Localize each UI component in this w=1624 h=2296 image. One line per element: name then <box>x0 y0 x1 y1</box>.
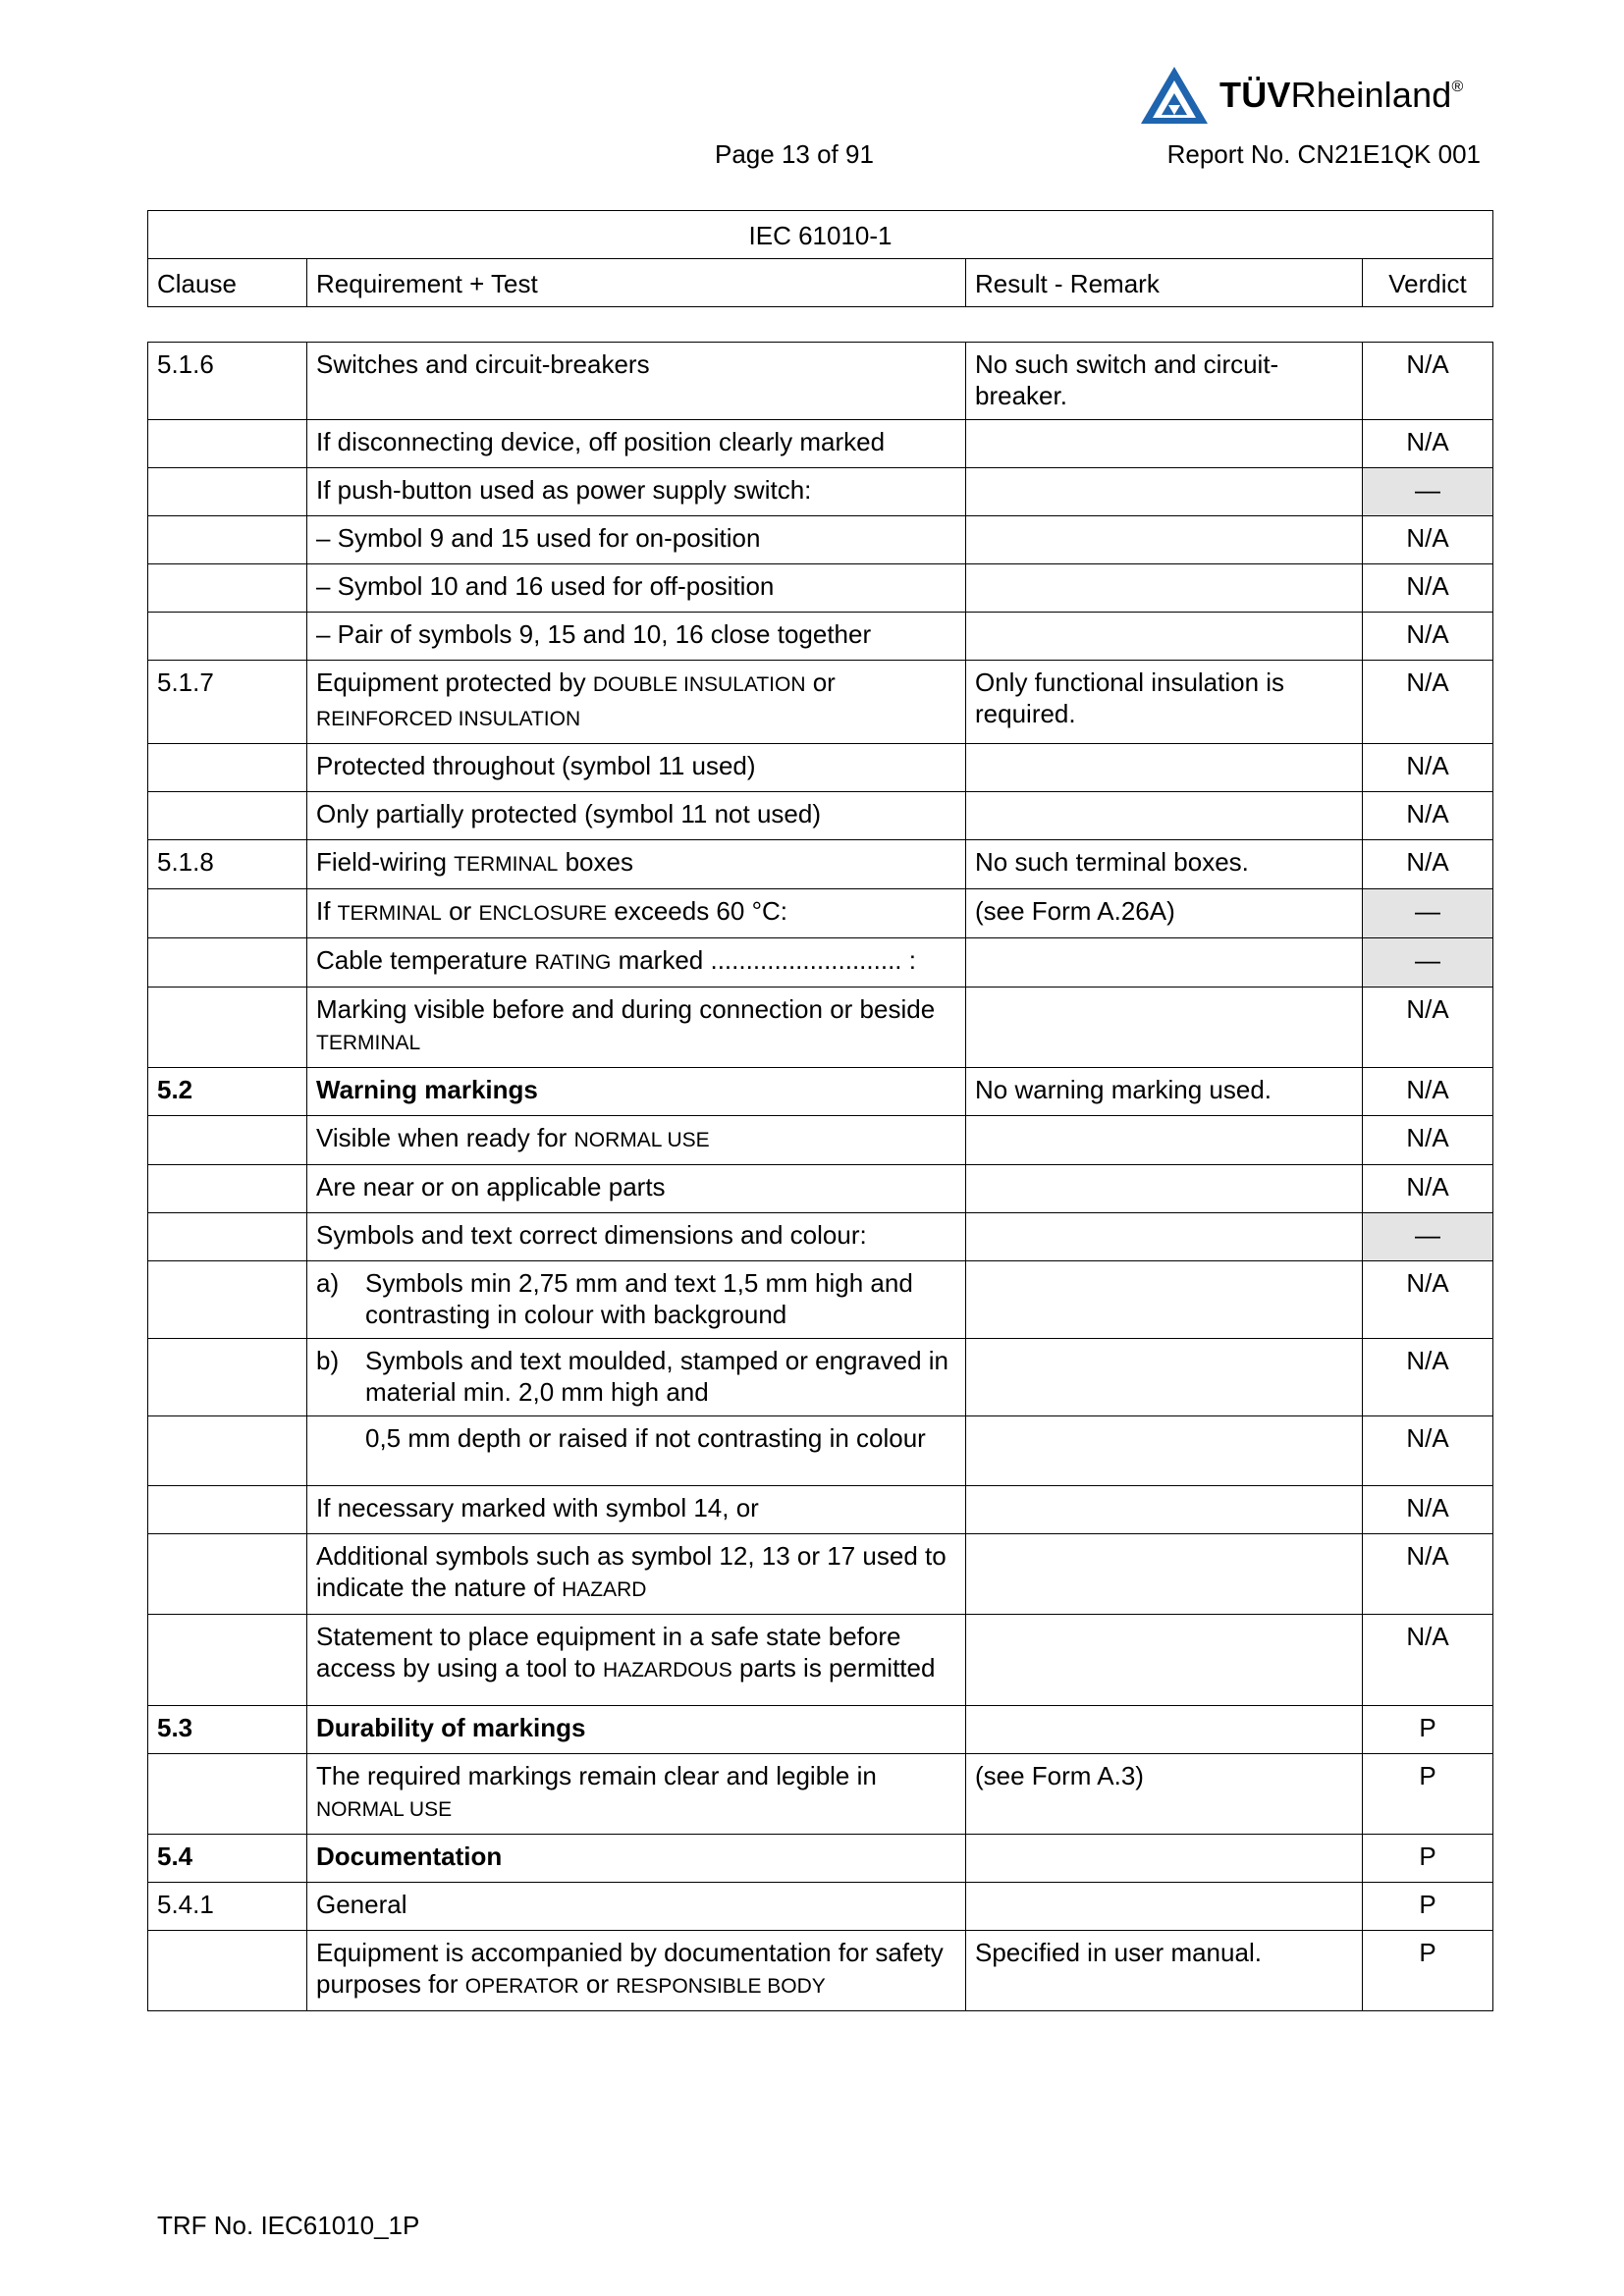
verdict-cell: N/A <box>1363 1534 1493 1615</box>
list-item-label: b) <box>316 1346 340 1375</box>
requirement-cell: Additional symbols such as symbol 12, 13 or 17 used to indicate the nature of HAZARD <box>307 1534 966 1615</box>
clause-cell: 5.4 <box>148 1835 307 1883</box>
list-item-text: Symbols min 2,75 mm and text 1,5 mm high and contrasting in colour with background <box>365 1268 913 1329</box>
page-number: Page 13 of 91 <box>715 139 874 169</box>
requirement-cell: The required markings remain clear and legible in NORMAL USE <box>307 1754 966 1835</box>
column-header-row <box>148 259 1493 307</box>
verdict-cell: N/A <box>1363 516 1493 564</box>
table-row <box>148 661 1493 744</box>
requirement-cell: If push-button used as power supply switch: <box>307 468 966 516</box>
verdict-cell: N/A <box>1363 1486 1493 1534</box>
requirement-cell: Equipment protected by DOUBLE INSULATION or REINFORCED INSULATION <box>307 661 966 744</box>
table-row <box>148 988 1493 1068</box>
remark-cell <box>966 1835 1363 1883</box>
verdict-cell: N/A <box>1363 1615 1493 1706</box>
remark-cell <box>966 1615 1363 1706</box>
table-row <box>148 343 1493 420</box>
table-row <box>148 1883 1493 1931</box>
remark-cell <box>966 744 1363 792</box>
tuv-triangle-logo-icon <box>1139 64 1210 127</box>
verdict-cell: — <box>1363 938 1493 988</box>
table-row <box>148 1615 1493 1706</box>
table-row <box>148 1339 1493 1416</box>
verdict-cell: N/A <box>1363 840 1493 889</box>
requirement-cell <box>307 1339 966 1416</box>
clause-cell <box>148 744 307 792</box>
remark-cell <box>966 1486 1363 1534</box>
requirement-cell: Switches and circuit-breakers <box>307 343 966 420</box>
clause-cell <box>148 1931 307 2011</box>
verdict-cell: P <box>1363 1835 1493 1883</box>
verdict-cell: P <box>1363 1883 1493 1931</box>
requirement-cell: If necessary marked with symbol 14, or <box>307 1486 966 1534</box>
requirement-cell: Cable temperature RATING marked ........................... : <box>307 938 966 988</box>
column-header-clause: Clause <box>148 259 307 307</box>
table-row <box>148 1416 1493 1486</box>
verdict-cell: N/A <box>1363 1165 1493 1213</box>
clause-cell <box>148 1165 307 1213</box>
verdict-cell: N/A <box>1363 343 1493 420</box>
verdict-cell: N/A <box>1363 988 1493 1068</box>
clause-table-body <box>148 343 1493 2011</box>
remark-cell <box>966 1883 1363 1931</box>
clause-cell <box>148 1261 307 1339</box>
clause-cell <box>148 1339 307 1416</box>
clause-cell <box>148 889 307 938</box>
requirement-cell: If TERMINAL or ENCLOSURE exceeds 60 °C: <box>307 889 966 938</box>
clause-cell <box>148 1416 307 1486</box>
requirement-cell: Marking visible before and during connection or beside TERMINAL <box>307 988 966 1068</box>
requirement-cell <box>307 1416 966 1486</box>
table-row <box>148 1931 1493 2011</box>
verdict-cell: P <box>1363 1754 1493 1835</box>
table-row <box>148 938 1493 988</box>
requirement-cell: Equipment is accompanied by documentation for safety purposes for OPERATOR or RESPONSIBLE BODY <box>307 1931 966 2011</box>
remark-cell <box>966 420 1363 468</box>
remark-cell <box>966 1261 1363 1339</box>
table-row <box>148 1706 1493 1754</box>
table-row <box>148 889 1493 938</box>
verdict-cell: N/A <box>1363 1339 1493 1416</box>
clause-cell <box>148 516 307 564</box>
remark-cell: Only functional insulation is required. <box>966 661 1363 744</box>
clause-cell: 5.1.8 <box>148 840 307 889</box>
remark-cell: No such terminal boxes. <box>966 840 1363 889</box>
requirement-cell: Documentation <box>307 1835 966 1883</box>
requirement-cell: Are near or on applicable parts <box>307 1165 966 1213</box>
remark-cell <box>966 1213 1363 1261</box>
remark-cell: No such switch and circuit-breaker. <box>966 343 1363 420</box>
remark-cell <box>966 988 1363 1068</box>
table-row <box>148 468 1493 516</box>
clause-cell <box>148 1116 307 1165</box>
verdict-cell: — <box>1363 1213 1493 1261</box>
verdict-cell: N/A <box>1363 564 1493 613</box>
table-row <box>148 1068 1493 1116</box>
requirement-cell: Visible when ready for NORMAL USE <box>307 1116 966 1165</box>
remark-cell <box>966 938 1363 988</box>
list-item-text: Symbols and text moulded, stamped or engraved in material min. 2,0 mm high and <box>365 1346 949 1407</box>
clause-cell <box>148 1754 307 1835</box>
trf-number: TRF No. IEC61010_1P <box>157 2211 420 2240</box>
standard-row <box>148 211 1493 259</box>
remark-cell <box>966 1165 1363 1213</box>
verdict-cell: — <box>1363 468 1493 516</box>
tuv-rheinland-logo <box>1139 61 1464 130</box>
clause-cell <box>148 792 307 840</box>
requirement-cell <box>307 1261 966 1339</box>
requirement-cell: If disconnecting device, off position clearly marked <box>307 420 966 468</box>
table-row <box>148 613 1493 661</box>
table-header <box>147 210 1493 307</box>
clause-cell: 5.1.7 <box>148 661 307 744</box>
requirement-continuation-text: 0,5 mm depth or raised if not contrasting in colour <box>365 1423 926 1453</box>
verdict-cell: N/A <box>1363 613 1493 661</box>
table-row <box>148 516 1493 564</box>
list-item <box>316 1267 956 1330</box>
table-row <box>148 1116 1493 1165</box>
clause-cell <box>148 938 307 988</box>
column-header-requirement: Requirement + Test <box>307 259 966 307</box>
table-row <box>148 840 1493 889</box>
clause-cell <box>148 468 307 516</box>
verdict-cell: P <box>1363 1931 1493 2011</box>
clause-cell: 5.3 <box>148 1706 307 1754</box>
table-row <box>148 1534 1493 1615</box>
requirement-cell: Symbols and text correct dimensions and colour: <box>307 1213 966 1261</box>
clause-cell <box>148 1213 307 1261</box>
verdict-cell: N/A <box>1363 744 1493 792</box>
remark-cell <box>966 468 1363 516</box>
remark-cell <box>966 1534 1363 1615</box>
remark-cell: (see Form A.26A) <box>966 889 1363 938</box>
verdict-cell: N/A <box>1363 1068 1493 1116</box>
registered-mark: ® <box>1451 79 1464 95</box>
remark-cell <box>966 516 1363 564</box>
clause-cell <box>148 420 307 468</box>
standard-title: IEC 61010-1 <box>148 211 1493 259</box>
requirement-cell: Protected throughout (symbol 11 used) <box>307 744 966 792</box>
brand-name-rest: Rheinland <box>1290 75 1452 115</box>
brand-name <box>1219 75 1464 116</box>
requirement-cell: Durability of markings <box>307 1706 966 1754</box>
table-row <box>148 564 1493 613</box>
clause-table <box>147 342 1493 2011</box>
verdict-cell: N/A <box>1363 1261 1493 1339</box>
table-row <box>148 420 1493 468</box>
table-row <box>148 1835 1493 1883</box>
remark-cell <box>966 564 1363 613</box>
remark-cell: (see Form A.3) <box>966 1754 1363 1835</box>
clause-cell: 5.4.1 <box>148 1883 307 1931</box>
brand-name-bold: TÜV <box>1219 75 1291 115</box>
clause-cell <box>148 1615 307 1706</box>
clause-cell <box>148 988 307 1068</box>
list-item <box>316 1345 956 1408</box>
table-row <box>148 1165 1493 1213</box>
table-row <box>148 1213 1493 1261</box>
requirement-cell: – Symbol 9 and 15 used for on-position <box>307 516 966 564</box>
verdict-cell: N/A <box>1363 420 1493 468</box>
verdict-cell: N/A <box>1363 661 1493 744</box>
verdict-cell: — <box>1363 889 1493 938</box>
requirement-cell: Field-wiring TERMINAL boxes <box>307 840 966 889</box>
clause-cell: 5.2 <box>148 1068 307 1116</box>
requirement-cell: – Symbol 10 and 16 used for off-position <box>307 564 966 613</box>
report-number: Report No. CN21E1QK 001 <box>1166 139 1481 169</box>
table-row <box>148 792 1493 840</box>
column-header-verdict: Verdict <box>1363 259 1493 307</box>
clause-cell <box>148 1486 307 1534</box>
requirement-cell: General <box>307 1883 966 1931</box>
requirement-cell: – Pair of symbols 9, 15 and 10, 16 close together <box>307 613 966 661</box>
table-row <box>148 1486 1493 1534</box>
requirement-cell: Statement to place equipment in a safe state before access by using a tool to HAZARDOUS parts is permitted <box>307 1615 966 1706</box>
remark-cell: No warning marking used. <box>966 1068 1363 1116</box>
clause-cell <box>148 1534 307 1615</box>
table-row <box>148 1754 1493 1835</box>
clause-cell: 5.1.6 <box>148 343 307 420</box>
verdict-cell: P <box>1363 1706 1493 1754</box>
clause-cell <box>148 564 307 613</box>
list-item-label: a) <box>316 1268 340 1298</box>
column-header-remark: Result - Remark <box>966 259 1363 307</box>
table-row <box>148 1261 1493 1339</box>
remark-cell <box>966 1339 1363 1416</box>
verdict-cell: N/A <box>1363 1116 1493 1165</box>
clause-cell <box>148 613 307 661</box>
requirement-cell: Only partially protected (symbol 11 not used) <box>307 792 966 840</box>
remark-cell <box>966 1116 1363 1165</box>
verdict-cell: N/A <box>1363 1416 1493 1486</box>
remark-cell <box>966 1706 1363 1754</box>
verdict-cell: N/A <box>1363 792 1493 840</box>
table-row <box>148 744 1493 792</box>
remark-cell <box>966 1416 1363 1486</box>
remark-cell <box>966 792 1363 840</box>
remark-cell: Specified in user manual. <box>966 1931 1363 2011</box>
requirement-cell: Warning markings <box>307 1068 966 1116</box>
remark-cell <box>966 613 1363 661</box>
